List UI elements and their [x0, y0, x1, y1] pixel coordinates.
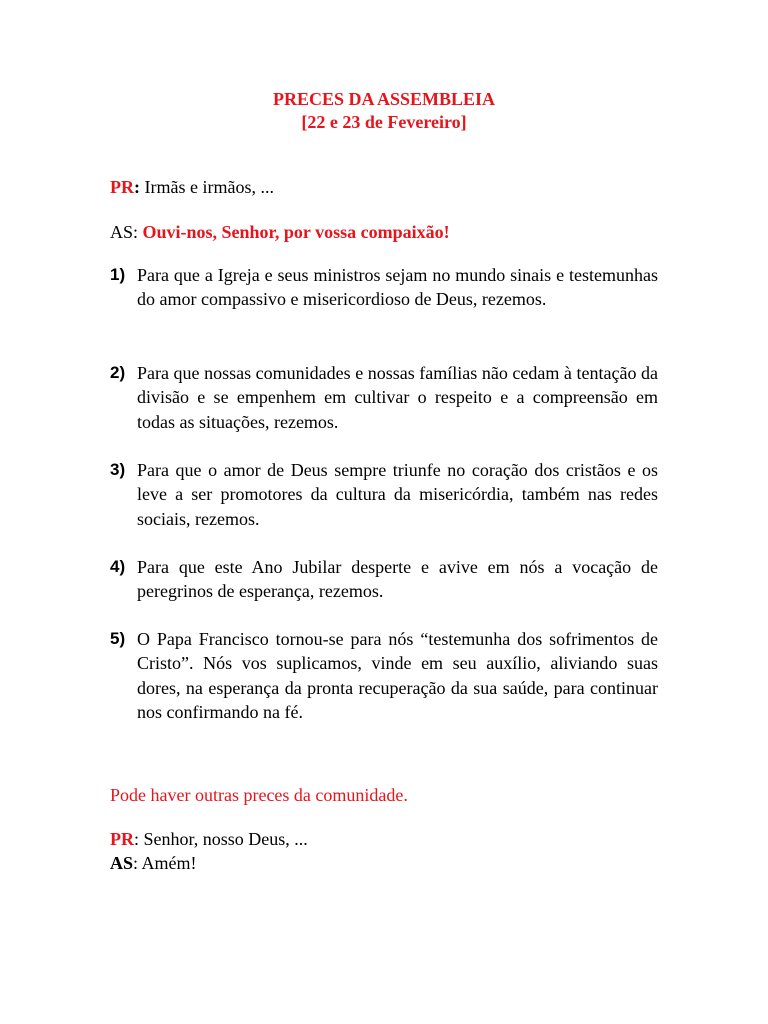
community-note: Pode haver outras preces da comunidade. — [110, 785, 408, 805]
prayer-number: 2) — [110, 363, 126, 382]
document-date: [22 e 23 de Fevereiro] — [301, 112, 467, 132]
closing-as-text: : Amém! — [133, 853, 197, 873]
closing-pr-label: PR — [110, 829, 134, 849]
pr-text: Irmãs e irmãos, ... — [140, 177, 274, 197]
as-response: Ouvi-nos, Senhor, por vossa compaixão! — [142, 222, 450, 242]
document-title: PRECES DA ASSEMBLEIA — [272, 89, 496, 109]
prayer-number: 4) — [110, 557, 126, 576]
prayer-number: 5) — [110, 629, 126, 648]
prayer-text: Para que o amor de Deus sempre triunfe no coração dos cristãos e os leve a ser promotores da cultura da misericórdia, também nas redes sociais, rezemos. — [137, 460, 658, 529]
prayer-text: O Papa Francisco tornou-se para nós “testemunha dos sofrimentos de Cristo”. Nós vos suplicamos, vinde em seu auxílio, aliviando suas dores, na esperança da pronta recuperação da sua saúde, para continuar nos confirmando na fé. — [137, 629, 658, 723]
as-label: AS: — [110, 222, 139, 242]
closing-as-label: AS — [110, 853, 134, 873]
closing-pr-line — [110, 827, 308, 851]
prayer-number: 3) — [110, 460, 126, 479]
closing-pr-text: : Senhor, nosso Deus, ... — [134, 829, 308, 849]
prayer-number: 1) — [110, 265, 126, 284]
intro-as-line — [110, 220, 450, 244]
closing-as-line — [110, 851, 197, 875]
pr-colon: : — [134, 177, 140, 197]
prayer-text: Para que nossas comunidades e nossas famílias não cedam à tentação da divisão e se empenhem em cultivar o respeito e a compreensão em todas as situações, rezemos. — [137, 363, 658, 432]
prayer-text: Para que este Ano Jubilar desperte e avive em nós a vocação de peregrinos de esperança, rezemos. — [137, 557, 658, 602]
prayer-text: Para que a Igreja e seus ministros sejam no mundo sinais e testemunhas do amor compassivo e misericordioso de Deus, rezemos. — [137, 265, 658, 310]
pr-label: PR — [110, 177, 134, 197]
intro-pr-line — [110, 175, 274, 199]
